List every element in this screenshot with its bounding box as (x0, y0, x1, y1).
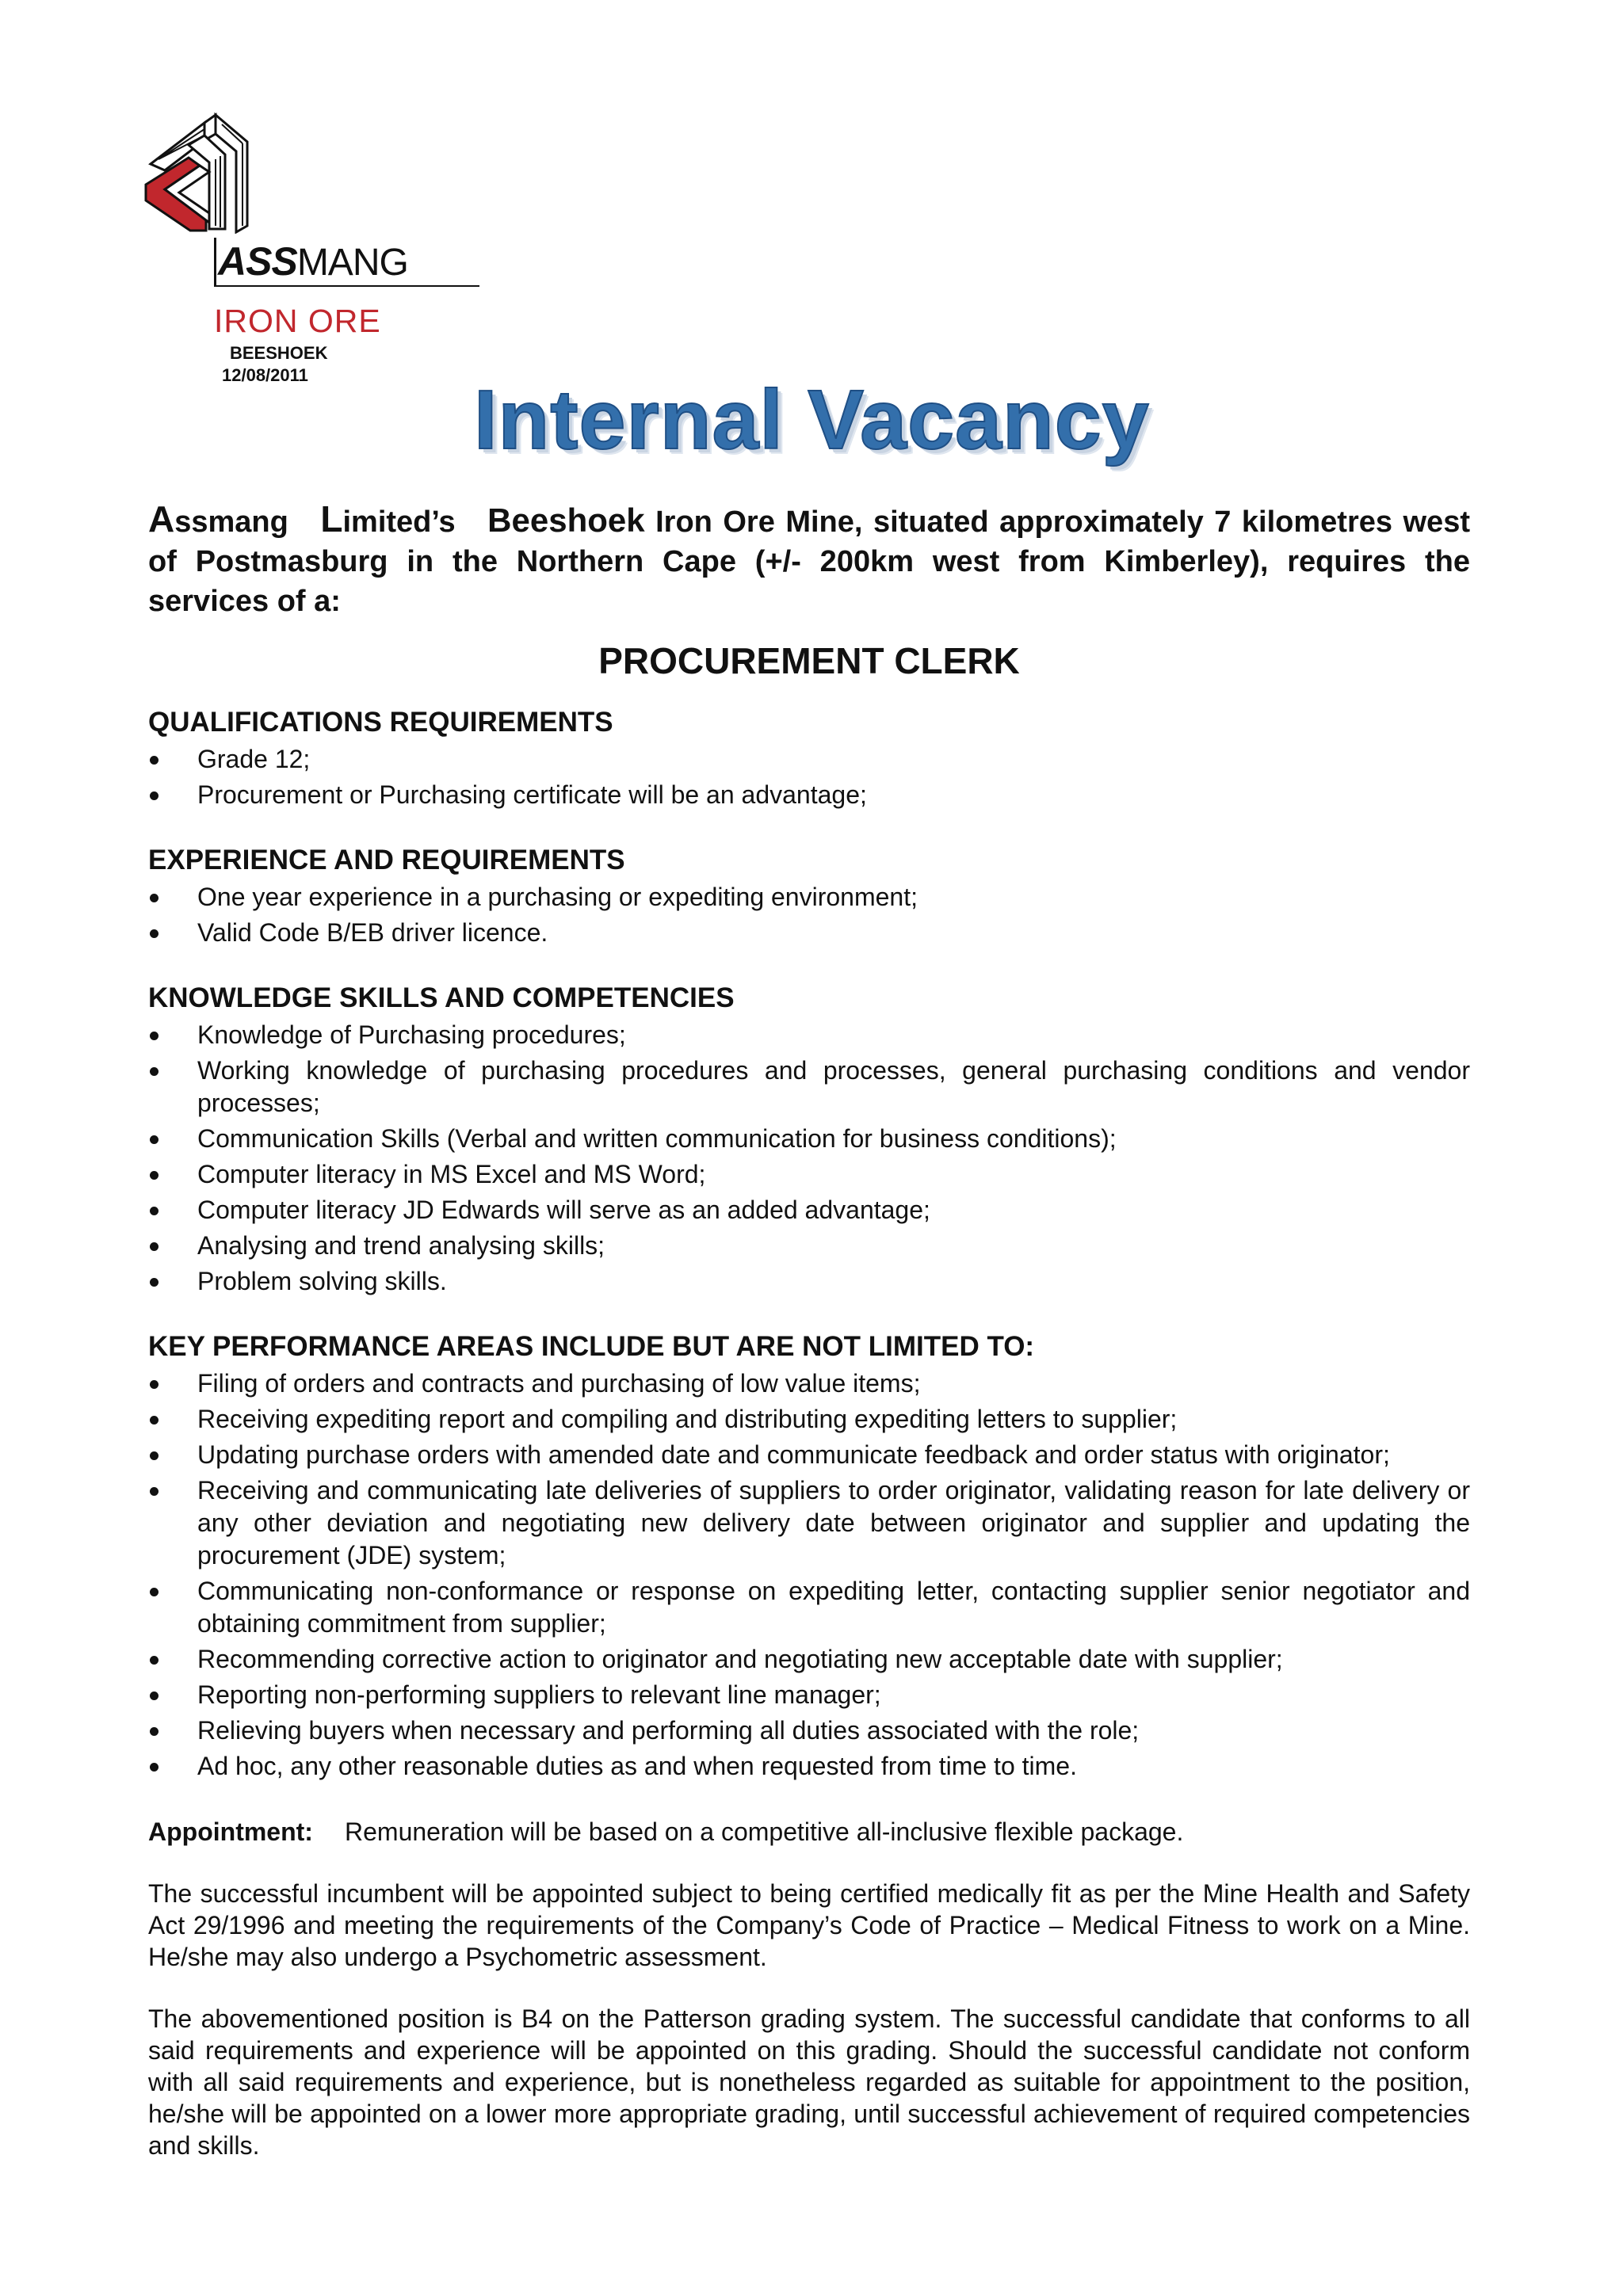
list-item: Valid Code B/EB driver licence. (148, 917, 1470, 949)
list-item: Computer literacy JD Edwards will serve as an added advantage; (148, 1194, 1470, 1226)
list-item: Communication Skills (Verbal and written communication for business conditions); (148, 1123, 1470, 1155)
list-item: Problem solving skills. (148, 1265, 1470, 1298)
section-heading-kpa: KEY PERFORMANCE AREAS INCLUDE BUT ARE NOT LIMITED TO: (148, 1331, 1035, 1362)
qualifications-list (148, 743, 1470, 811)
list-item: Relieving buyers when necessary and performing all duties associated with the role; (148, 1714, 1470, 1747)
list-item: Computer literacy in MS Excel and MS Word; (148, 1158, 1470, 1191)
logo-rule (214, 285, 479, 287)
list-item: One year experience in a purchasing or expediting environment; (148, 881, 1470, 913)
appointment-paragraph (148, 1816, 1470, 1848)
site-name: BEESHOEK (230, 343, 328, 363)
logo-rule-tick (214, 238, 216, 285)
division-name: IRON ORE (214, 303, 381, 339)
intro-cap-l: L (320, 498, 343, 540)
intro-paragraph (148, 499, 1470, 621)
list-item: Receiving and communicating late deliveries of suppliers to order originator, validating reason for late delivery or any other deviation and negotiating new delivery date between originator and supplier and updating the procurement (JDE) system; (148, 1474, 1470, 1572)
medical-paragraph: The successful incumbent will be appointed subject to being certified medically fit as per the Mine Health and Safety Act 29/1996 and meeting the requirements of the Company’s Code of Practice – Medical Fitness to work on a Mine. He/she may also undergo a Psychometric assessment. (148, 1879, 1470, 1971)
list-item: Procurement or Purchasing certificate will be an advantage; (148, 779, 1470, 811)
intro-cap-a: A (148, 498, 175, 540)
intro-rest: Iron Ore Mine, situated approximately 7 kilometres west of Postmasburg in the Northern Cape (+/- 200km west from Kimberley), requires the services of a: (148, 505, 1470, 618)
intro-word-a: ssmang (174, 505, 288, 539)
logo-word-bold: ASS (218, 239, 297, 284)
position-title: PROCUREMENT CLERK (598, 640, 1020, 681)
experience-list (148, 881, 1470, 949)
list-item: Ad hoc, any other reasonable duties as and when requested from time to time. (148, 1750, 1470, 1783)
list-item: Grade 12; (148, 743, 1470, 776)
assmang-logo-mark-icon (143, 107, 254, 234)
document-body (148, 499, 1470, 2161)
knowledge-list (148, 1019, 1470, 1298)
logo-wordmark (218, 239, 479, 284)
appointment-label: Appointment: (148, 1817, 313, 1846)
section-heading-experience: EXPERIENCE AND REQUIREMENTS (148, 845, 625, 875)
intro-word-l: imited’s (342, 505, 456, 539)
grading-paragraph: The abovementioned position is B4 on the Patterson grading system. The successful candidate that conforms to all said requirements and experience will be appointed on this grading. Should the successful candidate not conform with all said requirements and experience, but is nonetheless regarded as suitable for appointment to the position, he/she will be appointed on a lower more appropriate grading, until successful achievement of required competencies and skills. (148, 2004, 1470, 2160)
list-item: Recommending corrective action to originator and negotiating new acceptable date with supplier; (148, 1643, 1470, 1676)
intro-beeshoek: Beeshoek (487, 502, 645, 539)
list-item: Communicating non-conformance or response on expediting letter, contacting supplier senior negotiator and obtaining commitment from supplier; (148, 1575, 1470, 1640)
list-item: Reporting non-performing suppliers to relevant line manager; (148, 1679, 1470, 1711)
list-item: Knowledge of Purchasing procedures; (148, 1019, 1470, 1051)
list-item: Working knowledge of purchasing procedures and processes, general purchasing conditions and vendor processes; (148, 1055, 1470, 1119)
document-date: 12/08/2011 (222, 365, 308, 385)
section-heading-qualifications: QUALIFICATIONS REQUIREMENTS (148, 707, 613, 738)
logo-word-light: MANG (296, 242, 408, 284)
company-logo (143, 107, 491, 392)
list-item: Analysing and trend analysing skills; (148, 1230, 1470, 1262)
kpa-list (148, 1367, 1470, 1783)
page-title: Internal Vacancy (474, 373, 1150, 467)
list-item: Receiving expediting report and compiling and distributing expediting letters to supplier; (148, 1403, 1470, 1436)
appointment-text: Remuneration will be based on a competitive all-inclusive flexible package. (345, 1817, 1184, 1846)
list-item: Filing of orders and contracts and purchasing of low value items; (148, 1367, 1470, 1400)
section-heading-knowledge: KNOWLEDGE SKILLS AND COMPETENCIES (148, 982, 735, 1013)
list-item: Updating purchase orders with amended date and communicate feedback and order status with originator; (148, 1439, 1470, 1471)
